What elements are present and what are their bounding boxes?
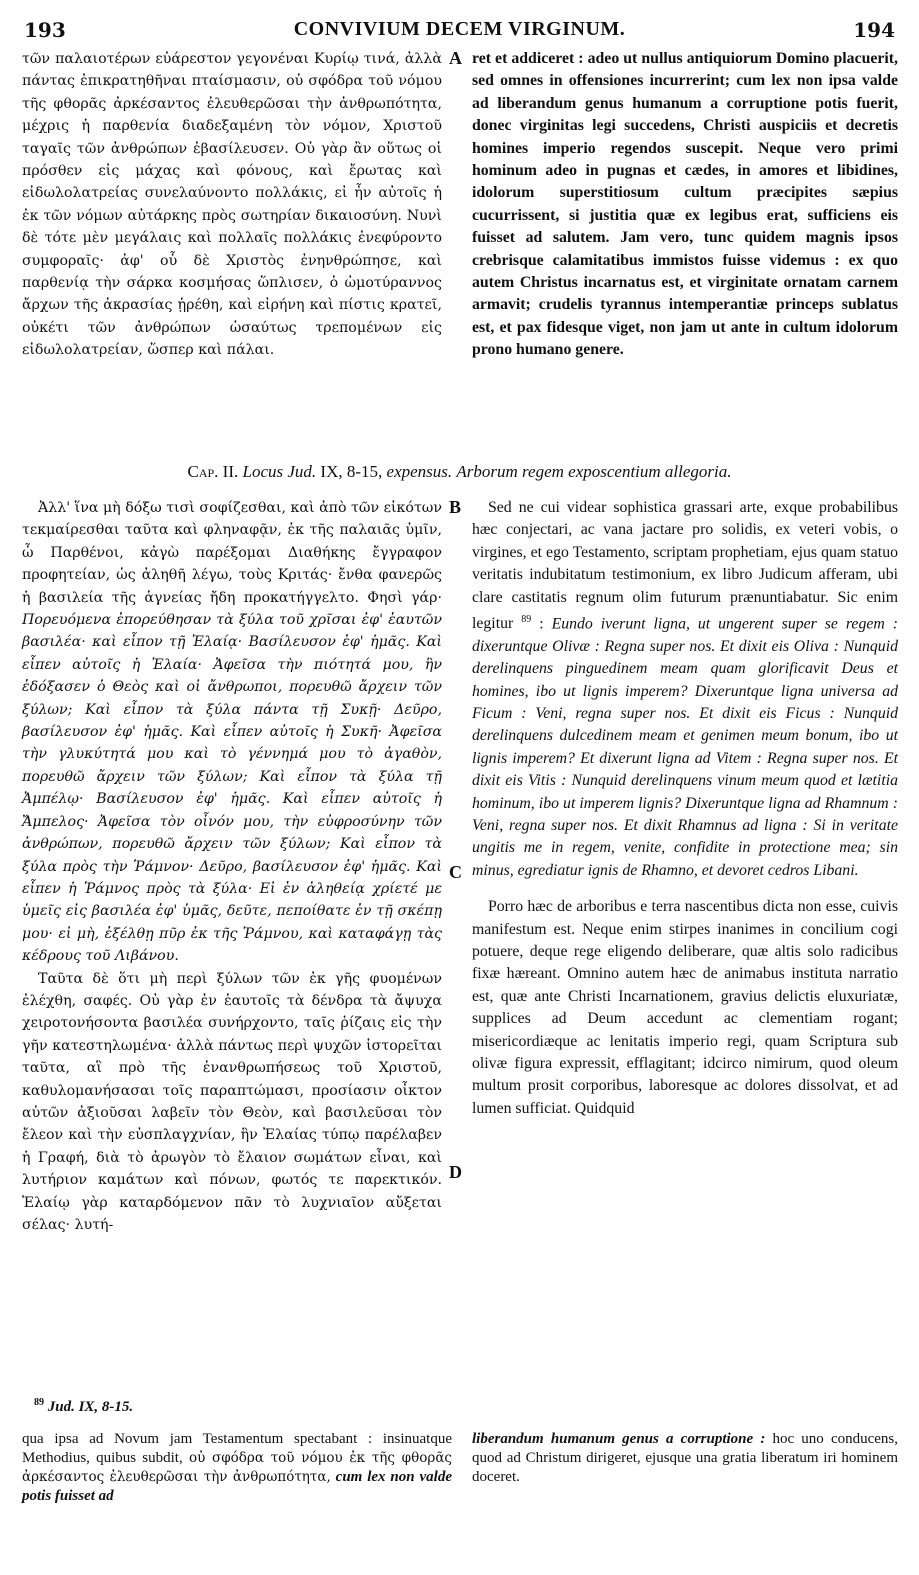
margin-marker-c: C [449,862,462,882]
latin-paragraph-quote: Sed ne cui videar sophistica grassari arte, exque probabilibus hæc conjectari, ac vana jactare pro solidis, ex veteri vobis, o virgines, et ego Testamento, scriptam prophetiam, ejus quam statuo veritatis indubitatum testimonium, ex libro Judicum afferam, ubi clare castitatis regnum olim futurum prænuntiabatur. Sic enim legitur $^{89}$ : Eundo iverunt ligna, ut ungerent super se regem : dixeruntque Olivæ : Regna super nos. Et dixit eis Oliva : Nunquid derelinquens pinguedinem meam quam glorificavit Deus et homines, ibo ut lignis imperem? Dixeruntque ligna universa ad Ficum : Veni, regna super nos. Et dixit eis Ficus : Nunquid derelinquens dulcedinem meam et genimen meum bonum, ibo ut lignis imperem? Et dixerunt ligna ad Vitem : Regna super nos. Et dixit eis Vitis : Nunquid derelinquens vinum meum quod et lætitia hominum, ibo ut imperem lignis? Dixeruntque ligna ad Rhamnum : Veni, regna super nos. Et dixit Rhamnus ad ligna : Si in veritate ungitis me in regem, venite, confidite in protectione mea; sin minus, egrediatur ignis de Rhamno, et devoret cedros Libani. [472,499,898,879]
note-right-text-a: liberandum humanum genus a corruptione : [472,1431,766,1447]
page-number-right: 194 [853,18,895,42]
note-right-text-b: hoc uno conducens, quod ad Christum dirigeret, ejusque una gratia liberatum iri hominem doceret. [472,1431,899,1485]
latin-column-section-2 [472,497,898,1120]
note-left-text-b: cum lex non valde potis fuisset ad [22,1469,452,1504]
page-number-left: 193 [24,18,66,42]
note-left-greek: οὐ σφόδρα τοῦ νόμου ἐκ τῆς φθορᾶς ἀρκέσαντος ἐλευθερῶσαι τὴν ἀνθρωπότητα, [22,1450,452,1485]
note-left-text-a: qua ipsa ad Novum jam Testamentum spectabant : insinuatque Methodius, quibus subdit, [22,1431,452,1466]
greek-paragraph-commentary: Ταῦτα δὲ ὅτι μὴ περὶ ξύλων τῶν ἐκ γῆς φυομένων ἐλέχθη, σαφές. Οὐ γὰρ ἐν ἑαυτοῖς τὰ δένδρα τὰ ἄψυχα χειροτονήσοντα βασιλέα συνήρχοντο, ταῖς ῥίζαις εἰς τὴν γῆν κατεστηλωμένα· ἀλλὰ πάντως περὶ ψυχῶν ἱστορεῖται ταῦτα, αἳ πρὸ τῆς ἐνανθρωπήσεως τοῦ Χριστοῦ, καθυλομανήσασαι τοῖς παραπτώμασι, προσίασιν οἶκτον αὐτῶν ἀξιοῦσαι λαβεῖν τὸν Θεὸν, καὶ βασιλεῦσαι τὸν ἔλεον καὶ τὴν εὐσπλαγχνίαν, ἣν Ἐλαίας τύπῳ παρέλαβεν ἡ Γραφή, διὰ τὸ ἀρωγὸν τὸ ἔλαιον σωμάτων εἶναι, καὶ λυτήριον καμάτων καὶ πόνων, φωτός τε παρεκτικόν. Ἐλαίῳ γὰρ καταρδόμενον πᾶν τὸ λυχνιαῖον αὔξεται σέλας· λυτή- [22,970,442,1233]
note-right [472,1430,898,1487]
expensus-label: expensus. [386,462,453,481]
footnote-text: Jud. IX, 8-15. [47,1399,134,1415]
greek-column-section-2 [22,497,442,1236]
running-title: CONVIVIUM DECEM VIRGINUM. [293,18,626,40]
locus-reference: IX, 8-15, [320,462,383,481]
locus-label: Locus Jud. [242,462,317,481]
margin-marker-b: B [449,497,462,517]
greek-paragraph-quote [22,497,442,968]
latin-paragraph-commentary: Porro hæc de arboribus e terra nascentibus dicta non esse, cuivis manifestum est. Neque enim stirpes inanimes in concilium cogi potuere, deque rege eligendo deliberare, quæ altis solo radicibus fixæ hæreant. Omnino autem hæc de animabus instituta narratio est, quæ ante Christi Incarnationem, gravius delictis eluxuriatæ, supplices ad Deum accedunt ac clementiam rogant; misericordiæque ac lenitatis imperio regi, quam Scriptura sub olivæ figura expressit, efflagitant; idcirco nimirum, quod oleum multum prosit corporibus, laboresque ac dolores dissolvat, et ad lumen sufficiat. Quidquid [472,898,898,1117]
chapter-caption [0,462,919,482]
greek-column-section-1 [22,48,442,362]
margin-marker-d: D [449,1162,462,1182]
greek-paragraph: τῶν παλαιοτέρων εὐάρεστον γεγονέναι Κυρίῳ τινά, ἀλλὰ πάντας ἐπικρατηθῆναι πταίσμασιν, οὐ σφόδρα τοῦ νόμου τῆς φθορᾶς ἀρκέσαντος ἐλευθερῶσαι τὴν ἀνθρωπότητα, μέχρις ἡ παρθενία διαδεξαμένη τὸν νόμον, Χριστοῦ ταγαῖς τῶν ἀνθρώπων ἐβασίλευσεν. Οὐ γὰρ ἂν οὕτως οἱ πρόσθεν εἰς μάχας καὶ φόνους, καὶ ἔρωτας καὶ εἰδωλολατρείας συνελαύνοντο πολλάκις, εἰ ἦν αὐτοῖς ἡ ἐκ τῶν νόμων αὐτάρκης πρὸς σωτηρίαν δικαιοσύνη. Νυνὶ δὲ τότε μὲν μεγάλαις καὶ πολλαῖς πολλάκις ἐνεφύροντο συμφοραῖς· ἀφ' οὗ δὲ Χριστὸς ἐνηνθρώπησε, καὶ παρθενίᾳ τὴν σάρκα κοσμήσας ὥπλισεν, ὁ ὠμοτύραννος ἄρχων τῆς ἀκρασίας ᾑρέθη, καὶ εἰρήνη καὶ πίστις κρατεῖ, οὐκέτι τῶν ἀνθρώπων ὡσαύτως τρεπομένων εἰς εἰδωλολατρείαν, ὥσπερ καὶ πάλαι. [22,51,442,359]
latin-scripture-quote: Eundo iverunt ligna, ut ungerent super se regem : dixeruntque Olivæ : Regna super nos. Et dixit eis Oliva : Nunquid derelinquens pinguedinem meam quam glorificavit Deus et homines, ibo ut lignis imperem? Dixeruntque ligna universa ad Ficum : Veni, regna super nos. Et dixit eis Ficus : Nunquid derelinquens dulcedinem meam et genimen meum bonum, ibo ut lignis imperem? Et dixerunt ligna ad Vitem : Regna super nos. Et dixit eis Vitis : Nunquid derelinquens vinum meum quod et lætitia hominum, ibo ut imperem lignis? Dixeruntque ligna ad Rhamnum : Veni, regna super nos. Et dixit Rhamnus ad ligna : Si in veritate ungitis me in regem, venite, confidite in protectione mea; sin minus, egrediatur ignis de Rhamno, et devoret cedros Libani. [472,615,898,879]
page-header [0,12,919,42]
footnote-reference: 89 [521,614,532,626]
chapter-number: Cap. II. [187,462,239,481]
note-left [22,1430,452,1506]
greek-intro: Ἀλλ' ἵνα μὴ δόξω τισὶ σοφίζεσθαι, καὶ ἀπὸ τῶν εἰκότων τεκμαίρεσθαι ταῦτα καὶ φληναφᾷν, ἐκ τῆς παλαιᾶς ὑμῖν, ὦ Παρθένοι, κἀγὼ παρέξομαι Διαθήκης ἔγγραφον προφητείαν, ὡς ἀληθῆ λέγω, τοὺς Κριτάς· ἔνθα φανερῶς ἡ βασιλεία τῆς ἁγνείας ἤδη προκατήγγελτο. Φησὶ γάρ· [22,500,442,606]
footnote [34,1393,434,1417]
margin-marker-a: A [449,48,462,68]
latin-column-section-1 [472,48,898,362]
latin-intro: Sed ne cui videar sophistica grassari arte, exque probabilibus hæc conjectari, ac vana jactare pro solidis, ex veteri vobis, o virgines, et ego Testamento, scriptam prophetiam, ejus quam statuo veritatis indubitatum testimonium, ex libro Judicum afferam, ubi clare castitatis regnum olim futurum prænuntiabatur. Sic enim legitur [472,499,898,633]
allegory-title: Arborum regem exposcentium allegoria. [456,462,732,481]
latin-paragraph: ret et addiceret : adeo ut nullus antiquiorum Domino placuerit, sed omnes in offensiones incurrerint; cum lex non ipsa valde ad liberandum genus humanum a corruptione potis fuerit, donec virginitas legi succedens, Christi auspiciis et decretis homines imperio regendos suscepit. Neque vero primi hominum adeo in pugnas et cædes, in amores et libidines, idolorum superstitiosum cultum præcipites sæpius cucurrissent, si justitia quæ ex legibus erat, sufficiens eis fuisset ad salutem. Jam vero, tunc quidem magnis ipsos crebrisque calamitatibus immistos fuisse videmus : ex quo autem Christus incarnatus est, et virginitate ornatam carnem armavit; crudelis tyrannus intemperantiæ princeps sublatus est, et pax fidesque viget, non jam ut ante in cultum idolorum prono humano genere. [472,50,898,359]
footnote-number: 89 [34,1397,44,1408]
greek-scripture-quote: Πορευόμενα ἐπορεύθησαν τὰ ξύλα τοῦ χρῖσαι ἐφ' ἑαυτῶν βασιλέα· καὶ εἶπον τῇ Ἐλαίᾳ· Βασίλευσον ἐφ' ἡμᾶς. Καὶ εἶπεν αὐτοῖς ἡ Ἐλαία· Ἀφεῖσα τὴν πιότητά μου, ἣν ἐδόξασεν ὁ Θεὸς καὶ οἱ ἄνθρωποι, πορευθῶ ἄρχειν τῶν ξύλων; Καὶ εἶπον τὰ ξύλα πάντα τῇ Συκῇ· Δεῦρο, βασίλευσον ἐφ' ἡμᾶς. Καὶ εἶπεν αὐτοῖς ἡ Συκῆ· Ἀφεῖσα τὴν γλυκύτητά μου καὶ τὸ γέννημά μου τὸ ἀγαθὸν, πορευθῶ ἄρχειν τῶν ξύλων; Καὶ εἶπον τὰ ξύλα τῇ Ἀμπέλῳ· Βασίλευσον ἐφ' ἡμᾶς. Καὶ εἶπεν αὐτοῖς ἡ Ἄμπελος· Ἀφεῖσα τὸν οἶνόν μου, τὴν εὐφροσύνην τῶν ἀνθρώπων, πορευθῶ ἄρχειν τῶν ξύλων; Καὶ εἶπον τὰ ξύλα πρὸς τὴν Ῥάμνον· Δεῦρο, βασίλευσον ἐφ' ἡμᾶς. Καὶ εἶπεν ἡ Ῥάμνος πρὸς τὰ ξύλα· Εἰ ἐν ἀληθείᾳ χρίετέ με ὑμεῖς εἰς βασιλέα ἐφ' ὑμᾶς, δεῦτε, πεποίθατε ἐν τῇ σκέπῃ μου· εἰ μὴ, ἐξέλθῃ πῦρ ἐκ τῆς Ῥάμνου, καὶ καταφάγῃ τὰς κέδρους τοῦ Λιβάνου. [22,612,442,965]
